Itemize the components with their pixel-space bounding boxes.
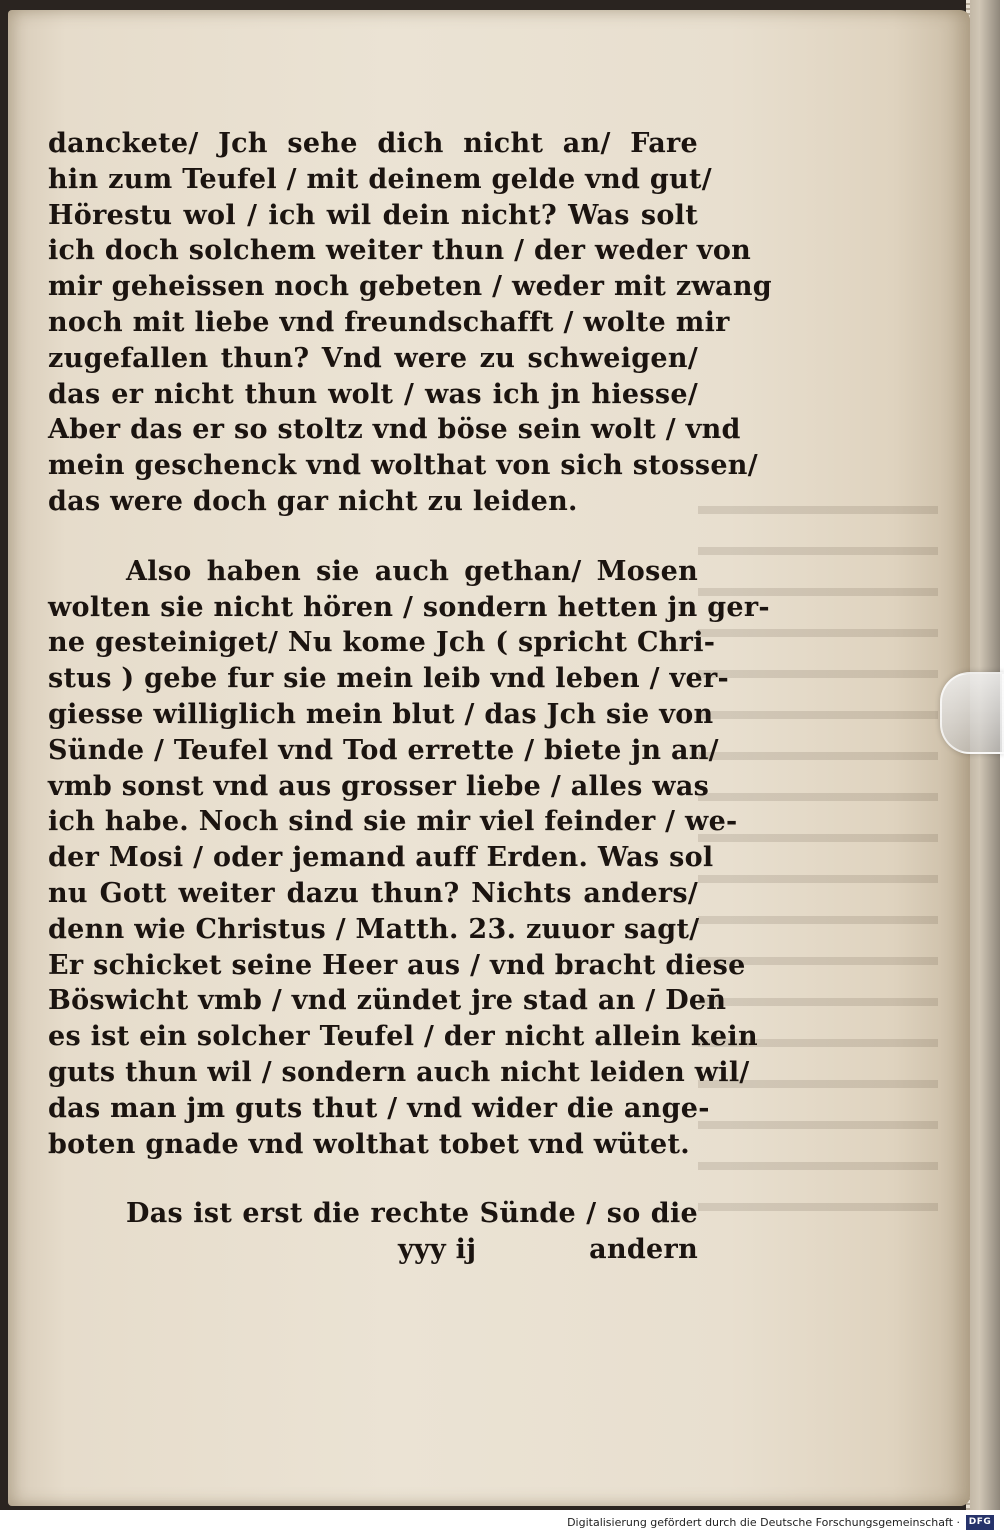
dfg-logo: DFG — [966, 1515, 994, 1530]
catchword: andern — [589, 1234, 698, 1266]
text-line: guts thun wil / sondern auch nicht leiden wil/ — [48, 1056, 750, 1088]
body-text — [48, 126, 772, 1268]
paragraph-1 — [48, 126, 772, 520]
text-line: nu Gott weiter dazu thun? Nichts anders/ — [48, 877, 698, 909]
text-line: danckete/ Jch sehe dich nicht an/ Fare — [48, 128, 698, 159]
text-line: Hörestu wol / ich wil dein nicht? Was solt — [48, 199, 698, 231]
text-line: das were doch gar nicht zu leiden. — [48, 485, 578, 517]
text-line: Also haben sie auch gethan/ Mosen — [126, 555, 698, 587]
funding-credit: Digitalisierung gefördert durch die Deutsche Forschungsgemeinschaft · — [567, 1516, 960, 1529]
text-line: es ist ein solcher Teufel / der nicht allein kein — [48, 1021, 758, 1053]
text-line: mein geschenck vnd wolthat von sich stossen/ — [48, 450, 758, 482]
text-line: stus ) gebe fur sie mein leib vnd leben / ver- — [48, 663, 729, 695]
text-line: Böswicht vmb / vnd zündet jre stad an / Den̄ — [48, 985, 727, 1017]
text-line: Das ist erst die rechte Sünde / so die — [126, 1198, 698, 1230]
page-footer — [48, 1232, 698, 1268]
text-line: mir geheissen noch gebeten / weder mit zwang — [48, 271, 772, 303]
paragraph-3 — [48, 1196, 698, 1268]
text-line: das er nicht thun wolt / was ich jn hiesse/ — [48, 378, 698, 410]
text-line: vmb sonst vnd aus grosser liebe / alles was — [48, 770, 710, 802]
text-line: giesse williglich mein blut / das Jch sie von — [48, 698, 714, 730]
text-line: Aber das er so stoltz vnd böse sein wolt / vnd — [48, 414, 741, 446]
text-line: das man jm guts thut / vnd wider die ange- — [48, 1092, 710, 1124]
paragraph-2 — [48, 554, 770, 1163]
credit-bar — [0, 1512, 1000, 1536]
page-clip — [940, 672, 1004, 754]
text-line: noch mit liebe vnd freundschafft / wolte mir — [48, 306, 730, 338]
text-line: wolten sie nicht hören / sondern hetten jn ger- — [48, 591, 770, 623]
text-line: hin zum Teufel / mit deinem gelde vnd gut/ — [48, 163, 712, 195]
text-line: ne gesteiniget/ Nu kome Jch ( spricht Chri- — [48, 627, 716, 659]
text-line: der Mosi / oder jemand auff Erden. Was sol — [48, 842, 714, 874]
signature-mark: yyy ij — [398, 1234, 477, 1266]
text-line: Er schicket seine Heer aus / vnd bracht diese — [48, 949, 746, 981]
text-line: Sünde / Teufel vnd Tod errette / biete jn an/ — [48, 734, 719, 766]
text-line: denn wie Christus / Matth. 23. zuuor sagt/ — [48, 913, 700, 945]
text-line: ich habe. Noch sind sie mir viel feinder / we- — [48, 806, 738, 838]
text-line: boten gnade vnd wolthat tobet vnd wütet. — [48, 1128, 691, 1160]
text-line: zugefallen thun? Vnd were zu schweigen/ — [48, 342, 698, 374]
text-line: ich doch solchem weiter thun / der weder von — [48, 235, 752, 267]
page-edges — [966, 0, 1000, 1510]
